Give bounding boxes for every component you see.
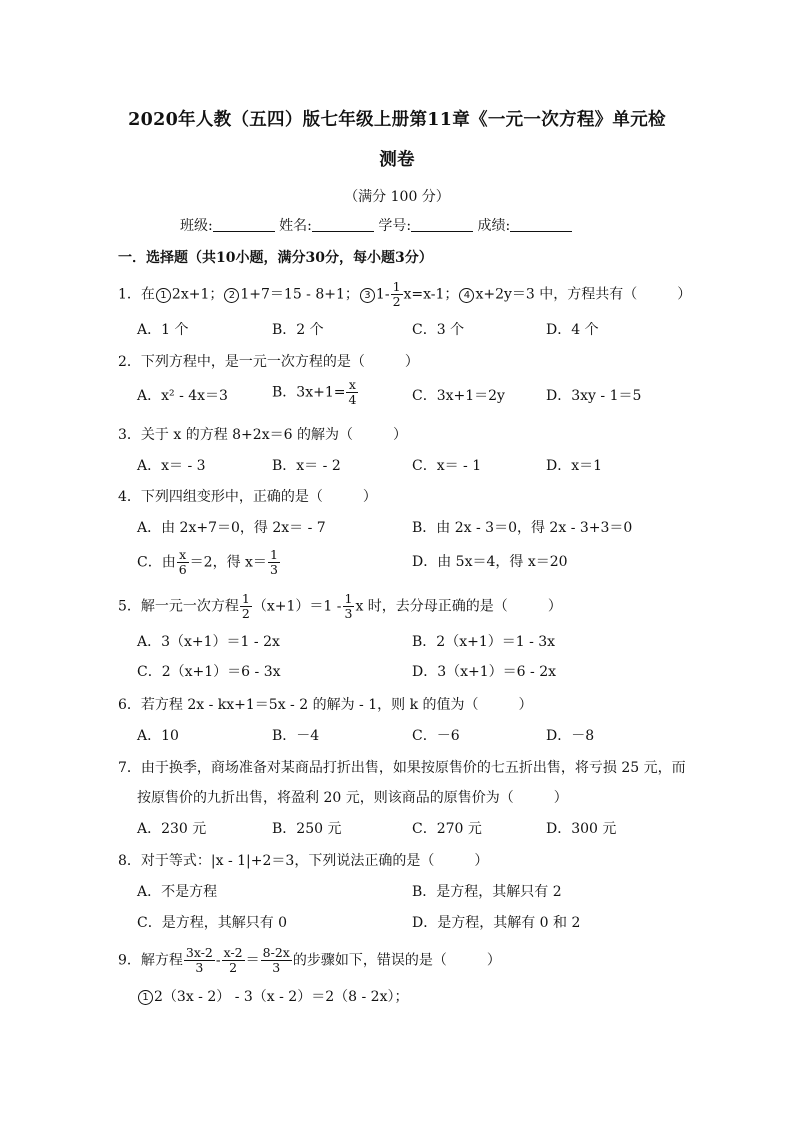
frac-num: x [346,378,358,393]
circled-number: 4 [459,288,474,303]
frac-den: 2 [229,960,238,975]
q1-expr2: 1+7＝15 - 8+1； [240,286,359,303]
fraction [391,280,403,309]
frac-den: 3 [195,960,204,975]
q9-equals: ＝ [245,952,260,969]
student-info-row [180,216,572,236]
q6-option-c[interactable]: C．－6 [412,728,460,744]
q1-expr3a: 1- [375,286,390,303]
q4-option-a[interactable]: A．由 2x+7＝0，得 2x＝ - 7 [137,520,326,536]
q5-post: x 时，去分母正确的是（ [355,598,508,615]
q8-option-a[interactable]: A．不是方程 [137,884,218,900]
frac-den: 3 [272,960,281,975]
name-field[interactable] [312,217,374,232]
answer-paren-close: ） [474,853,489,869]
q6-text: 6．若方程 2x - kx+1＝5x - 2 的解为 - 1，则 k 的值为（ [118,697,479,713]
frac-den: 2 [241,606,250,621]
q2-option-d[interactable]: D．3xy - 1＝5 [546,388,642,404]
question-3 [118,425,407,445]
fraction [343,592,355,621]
fraction [177,548,189,577]
q7-option-d[interactable]: D．300 元 [546,821,617,837]
q3-option-d[interactable]: D．x＝1 [546,458,603,474]
score-field[interactable] [510,217,572,232]
question-7-line1: 7．由于换季，商场准备对某商品打折出售，如果按原售价的七五折出售，将亏损 25 元，而 [118,760,686,776]
q9-minus: - [215,952,221,969]
q2-option-c[interactable]: C．3x+1＝2y [412,388,505,404]
score-note: （满分 100 分） [344,189,450,205]
q4-option-b[interactable]: B．由 2x - 3＝0，得 2x - 3+3＝0 [412,520,633,536]
q3-option-b[interactable]: B．x＝ - 2 [272,458,341,474]
q1-expr3b: x=x-1； [403,286,459,303]
question-6 [118,695,533,715]
q5-option-d[interactable]: D．3（x+1）＝6 - 2x [412,664,557,680]
q5-option-b[interactable]: B．2（x+1）＝1 - 3x [412,634,556,650]
q1-option-d[interactable]: D．4 个 [546,322,599,338]
q8-option-b[interactable]: B．是方程，其解只有 2 [412,884,562,900]
question-4 [118,487,377,507]
frac-den: 6 [178,562,187,577]
answer-paren-close: ） [392,427,407,443]
score-label: 成绩: [477,218,511,234]
q6-option-b[interactable]: B．－4 [272,728,320,744]
q6-option-a[interactable]: A．10 [137,728,179,744]
answer-paren-close: ） [518,697,533,713]
q1-expr1: 2x+1； [171,286,224,303]
section-heading: 一．选择题（共10小题，满分30分，每小题3分） [118,250,433,266]
question-7-line2 [137,788,568,808]
q4-text: 4．下列四组变形中，正确的是（ [118,489,323,505]
fraction [346,378,358,407]
circled-number: 3 [360,288,375,303]
q5-option-a[interactable]: A．3（x+1）＝1 - 2x [137,634,280,650]
frac-den: 4 [348,392,357,407]
fraction [184,946,215,975]
q9-post: 的步骤如下，错误的是（ [292,952,447,969]
student-id-label: 学号: [378,218,412,234]
q1-pre: 在 [140,286,155,303]
fraction [222,946,245,975]
frac-num: 8-2x [262,945,290,960]
q7-option-a[interactable]: A．230 元 [137,821,207,837]
exam-title-line2: 测卷 [379,150,415,170]
q2-option-a[interactable]: A．x² - 4x＝3 [137,388,228,404]
frac-num: 3x-2 [185,945,213,960]
frac-den: 3 [344,606,353,621]
option-label: B． [272,384,297,401]
q1-number: 1． [118,286,141,303]
student-id-field[interactable] [411,217,473,232]
frac-num: 1 [269,547,278,562]
q1-expr4: x+2y＝3 中，方程共有（ [475,286,638,303]
frac-num: x [177,548,189,563]
circled-number: 2 [224,288,239,303]
fraction [268,548,280,577]
q1-option-c[interactable]: C．3 个 [412,322,465,338]
frac-num: 1 [392,279,401,294]
q4-option-c[interactable] [137,548,281,577]
class-field[interactable] [213,217,275,232]
q2-b-lhs: 3x+1= [296,384,346,401]
name-label: 姓名: [279,218,312,234]
q9-step1-text: 2（3x - 2） - 3（x - 2）＝2（8 - 2x）； [154,989,409,1005]
q2-text: 2．下列方程中，是一元一次方程的是（ [118,354,365,370]
q5-option-c[interactable]: C．2（x+1）＝6 - 3x [137,664,281,680]
q3-text: 3．关于 x 的方程 8+2x＝6 的解为（ [118,427,353,443]
answer-paren-close: ） [362,489,377,505]
q2-option-b[interactable] [272,378,359,407]
frac-num: 1 [344,591,353,606]
q8-text: 8．对于等式：|x - 1|+2＝3，下列说法正确的是（ [118,853,435,869]
q1-option-b[interactable]: B．2 个 [272,322,324,338]
q3-option-a[interactable]: A．x＝ - 3 [137,458,206,474]
q7-line2-text: 按原售价的九折出售，将盈利 20 元，则该商品的原售价为（ [137,790,514,806]
q3-option-c[interactable]: C．x＝ - 1 [412,458,482,474]
answer-paren-close: ） [677,286,692,303]
circled-number: 1 [138,990,153,1005]
answer-paren-close: ） [404,354,419,370]
q6-option-d[interactable]: D．－8 [546,728,595,744]
frac-den: 3 [269,562,278,577]
q5-mid: （x+1）＝1 - [252,598,342,615]
question-8 [118,851,488,871]
circled-number: 1 [156,288,171,303]
q9-step-1 [137,987,408,1007]
q8-option-c[interactable]: C．是方程，其解只有 0 [137,915,288,931]
q1-option-a[interactable]: A．1 个 [137,322,189,338]
exam-title-line1: 2020年人教（五四）版七年级上册第11章《一元一次方程》单元检 [128,110,666,130]
fraction [240,592,252,621]
q9-pre: 9．解方程 [118,952,183,969]
answer-paren-close: ） [486,952,501,969]
frac-den: 2 [392,294,401,309]
frac-num: x-2 [223,945,243,960]
q8-option-d[interactable]: D．是方程，其解有 0 和 2 [412,915,581,931]
question-5 [118,592,562,621]
q5-pre: 5．解一元一次方程 [118,598,239,615]
answer-paren-close: ） [553,790,568,806]
frac-num: 1 [241,591,250,606]
answer-paren-close: ） [547,598,562,615]
option-label: C．由 [137,554,176,571]
q7-option-b[interactable]: B．250 元 [272,821,342,837]
class-label: 班级: [180,218,213,234]
q4-c-mid: ＝2，得 x＝ [189,554,267,571]
q7-option-c[interactable]: C．270 元 [412,821,482,837]
q4-option-d[interactable]: D．由 5x＝4，得 x＝20 [412,554,568,570]
question-2 [118,352,419,372]
question-9 [118,946,501,975]
question-1 [118,280,691,309]
fraction [261,946,292,975]
